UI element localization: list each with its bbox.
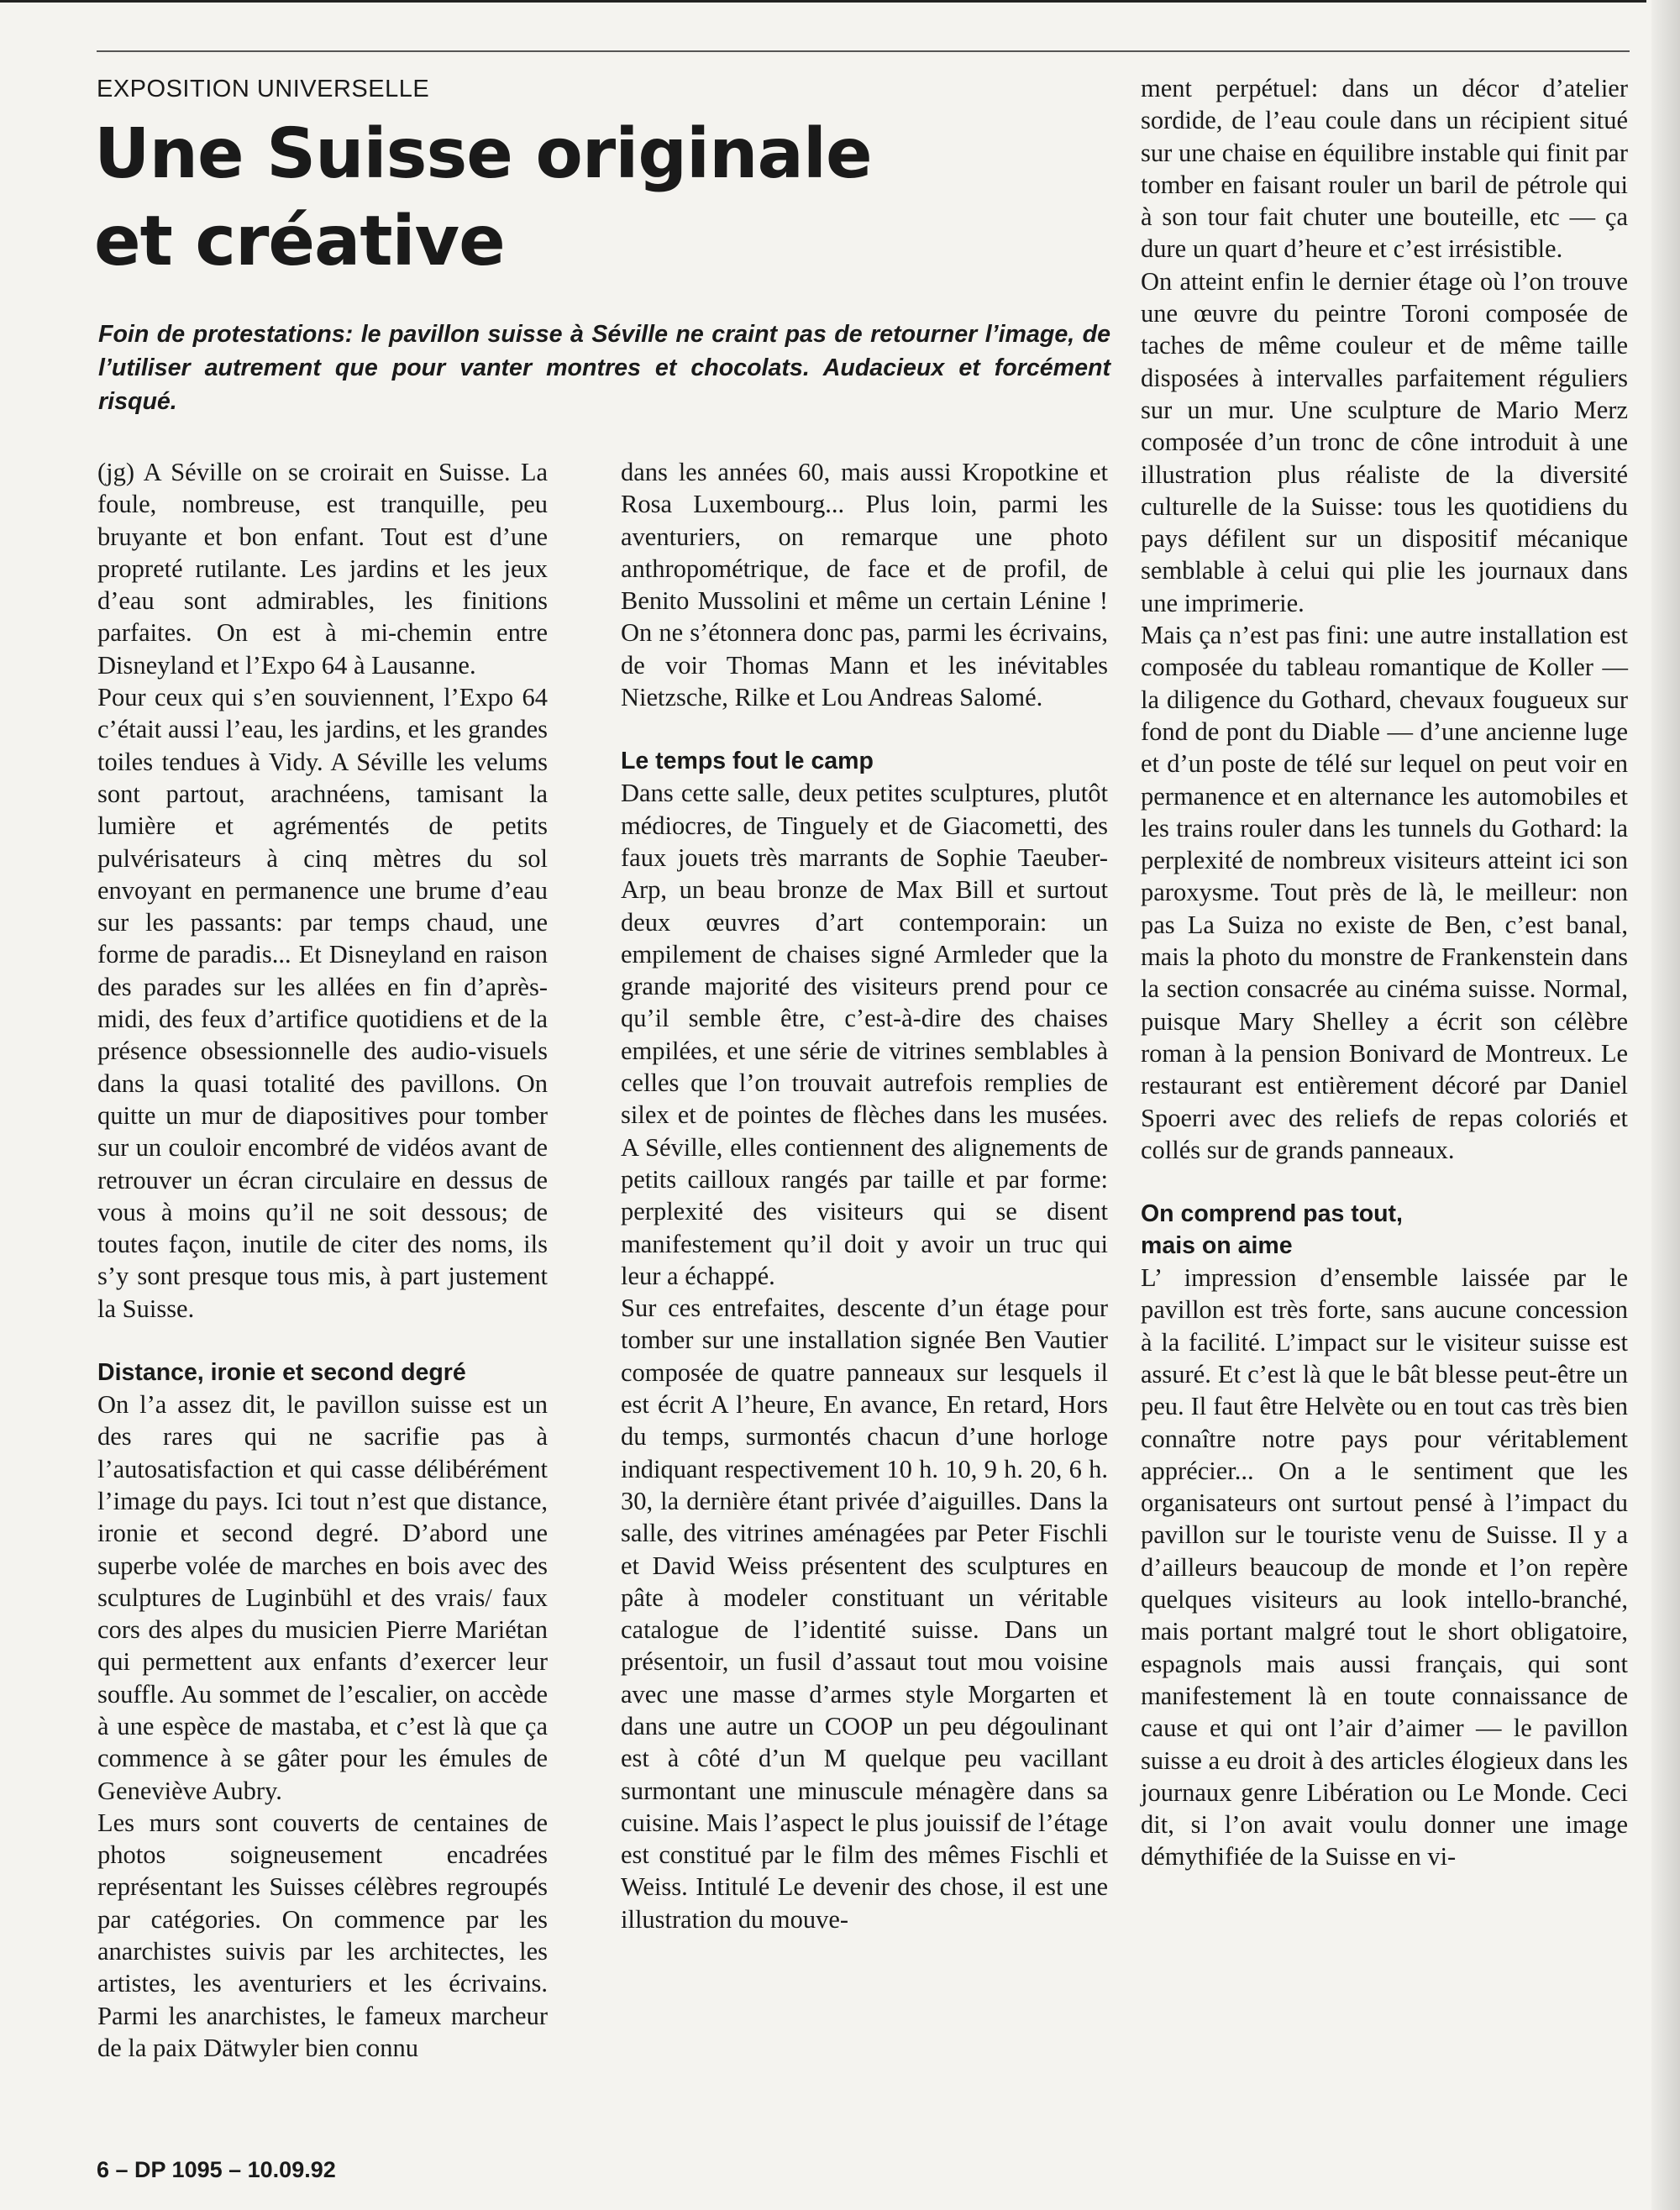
article-title-line-2: et créative <box>94 202 505 281</box>
article-title-line-1: Une Suisse originale <box>94 114 872 194</box>
section-kicker: EXPOSITION UNIVERSELLE <box>97 76 430 102</box>
paragraph: On l’a assez dit, le pavillon suisse est un des rares qui ne sacrifie pas à l’autosatisfaction et qui casse délibérément l’image du pays. Ici tout n’est que distance, ironie et second degré. D’abord une superbe volée de marches en bois avec des sculptures de Luginbühl et des vrais/ faux cors des alpes du musicien Pierre Mariétan qui permettent aux enfants d’exercer leur souffle. Au sommet de l’escalier, on accède à une espèce de mastaba, et c’est là que ça commence à se gâter pour les émules de Geneviève Aubry. <box>97 1390 548 1805</box>
text-column-2 <box>621 456 1108 1935</box>
paragraph: dans les années 60, mais aussi Kropotkine et Rosa Luxembourg... Plus loin, parmi les aventuriers, on remarque une photo anthropométrique, de face et de profil, de Benito Mussolini et même un certain Lénine ! On ne s’étonnera donc pas, parmi les écrivains, de voir Thomas Mann et les inévitables Nietzsche, Rilke et Lou Andreas Salomé. <box>621 458 1108 712</box>
paragraph: Sur ces entrefaites, descente d’un étage pour tomber sur une installation signée Ben Vautier composée de quatre panneaux sur lesquels il est écrit A l’heure, En avance, En retard, Hors du temps, surmontés chacun d’une horloge indiquant respectivement 10 h. 10, 9 h. 20, 6 h. 30, la dernière étant privée d’aiguilles. Dans la salle, des vitrines aménagées par Peter Fischli et David Weiss présentent des sculptures en pâte à modeler constituant un véritable catalogue de l’identité suisse. Dans un présentoir, un fusil d’assaut tout mou voisine avec une masse d’armes style Morgarten et dans une autre un COOP un peu dégoulinant est à côté d’un M quelque peu vacillant surmontant une minuscule ménagère dans sa cuisine. Mais l’aspect le plus jouissif de l’étage est constitué par le film des mêmes Fischli et Weiss. Intitulé Le devenir des chose, il est une illustration du mouve- <box>621 1294 1108 1934</box>
page-footer: 6 – DP 1095 – 10.09.92 <box>97 2157 336 2182</box>
subheading-comprend <box>1141 1198 1628 1262</box>
subheading-distance: Distance, ironie et second degré <box>97 1359 466 1387</box>
paragraph: (jg) A Séville on se croirait en Suisse. La foule, nombreuse, est tranquille, peu bruyante et bon enfant. Tout est d’une propreté rutilante. Les jardins et les jeux d’eau sont admirables, les finitions parfaites. On est à mi-chemin entre Disneyland et l’Expo 64 à Lausanne. <box>97 458 548 680</box>
paragraph: Les murs sont couverts de centaines de photos soigneusement encadrées représentant les Suisses célèbres regroupés par catégories. On commence par les anarchistes suivis par les architectes, les artistes, les aventuriers et les écrivains. Parmi les anarchistes, le fameux marcheur de la paix Dätwyler bien connu <box>97 1808 548 2062</box>
text-column-3 <box>1141 72 1628 1873</box>
paragraph: L’ impression d’ensemble laissée par le pavillon est très forte, sans aucune concession à la facilité. L’impact sur le visiteur suisse est assuré. Et c’est là que le bât blesse peut-être un peu. Il faut être Helvète ou en tout cas très bien connaître notre pays pour véritablement apprécier... On a le sentiment que les organisateurs ont surtout pensé à l’impact du pavillon sur le touriste venu de Suisse. Il y a d’ailleurs beaucoup de monde et l’on repère quelques visiteurs au look intello-branché, mais portant malgré tout le short obligatoire, espagnols mais aussi français, qui sont manifestement là en toute connaissance de cause et qui ont l’air d’aimer — le pavillon suisse a eu droit à des articles élogieux dans les journaux genre Libération ou Le Monde. Ceci dit, si l’on avait voulu donner une image démythifiée de la Suisse en vi- <box>1141 1263 1628 1871</box>
subheading-temps: Le temps fout le camp <box>621 748 874 775</box>
paragraph: Dans cette salle, deux petites sculptures, plutôt médiocres, de Tinguely et de Giacometti, des faux jouets très marrants de Sophie Taeuber-Arp, un beau bronze de Max Bill et surtout deux œuvres d’art contemporain: un empilement de chaises signé Armleder que la grande majorité des visiteurs prend pour ce qu’il semble être, c’est-à-dire des chaises empilées, et une série de vitrines semblables à celles que l’on trouvait autrefois remplies de silex et de pointes de flèches dans les musées. A Séville, elles contiennent des alignements de petits cailloux rangés par taille et par forme: perplexité des visiteurs qui se disent manifestement qu’il doit y avoir un truc qui leur a échappé. <box>621 779 1108 1290</box>
subheading-line-2: mais on aime <box>1141 1232 1293 1260</box>
article-title <box>94 111 1102 286</box>
paragraph: On atteint enfin le dernier étage où l’on trouve une œuvre du peintre Toroni composée de taches de même couleur et de même taille disposées à intervalles parfaitement réguliers sur un mur. Une sculpture de Mario Merz composée d’un tronc de cône introduit à une illustration plus réaliste de la diversité culturelle de la Suisse: tous les quotidiens du pays défilent sur un dispositif mécanique semblable à celui qui plie les journaux dans une imprimerie. <box>1141 266 1628 617</box>
page-edge-shadow <box>1651 0 1680 2210</box>
article-lede: Foin de protestations: le pavillon suisse à Séville ne craint pas de retourner l’image, de l’utiliser autrement que pour vanter montres et chocolats. Audacieux et forcément risqué. <box>98 321 1110 415</box>
paragraph: Pour ceux qui s’en souviennent, l’Expo 64 c’était aussi l’eau, les jardins, et les grandes toiles tendues à Vidy. A Séville les velums sont partout, arachnéens, tamisant la lumière et agrémentés de petits pulvérisateurs à cinq mètres du sol envoyant en permanence une brume d’eau sur les passants: par temps chaud, une forme de paradis... Et Disneyland en raison des parades sur les allées en fin d’après-midi, des feux d’artifice quotidiens et de la présence obsessionnelle des audio-visuels dans la quasi totalité des pavillons. On quitte un mur de diapositives pour tomber sur un couloir encombré de vidéos avant de retrouver un écran circulaire en dessus de vous à moins qu’il ne soit dessous; de toutes façon, inutile de citer des noms, ils s’y sont presque tous mis, à part justement la Suisse. <box>97 683 548 1323</box>
subheading-line-1: On comprend pas tout, <box>1141 1200 1403 1228</box>
paragraph: Mais ça n’est pas fini: une autre installation est composée du tableau romantique de Koller — la diligence du Gothard, chevaux fougueux sur fond de pont du Diable — d’une ancienne luge et d’un poste de télé sur lequel on peut voir en permanence et en alternance les automobiles et les trains rouler dans les tunnels du Gothard: la perplexité de nombreux visiteurs atteint ici son paroxysme. Tout près de là, le meilleur: non pas La Suiza no existe de Ben, c’est banal, mais la photo du monstre de Frankenstein dans la section consacrée au cinéma suisse. Normal, puisque Mary Shelley a écrit son célèbre roman à la pension Bonivard de Montreux. Le restaurant est entièrement décoré par Daniel Spoerri avec des reliefs de repas coloriés et collés sur de grands panneaux. <box>1141 621 1628 1164</box>
header-rule <box>97 50 1630 52</box>
paragraph: ment perpétuel: dans un décor d’atelier sordide, de l’eau coule dans un récipient situé sur une chaise en équilibre instable qui finit par tomber en faisant rouler un baril de pétrole qui à son tour fait chuter une bouteille, etc — ça dure un quart d’heure et c’est irrésistible. <box>1141 74 1628 264</box>
text-column-1 <box>97 456 548 2064</box>
top-border-line <box>0 0 1646 3</box>
